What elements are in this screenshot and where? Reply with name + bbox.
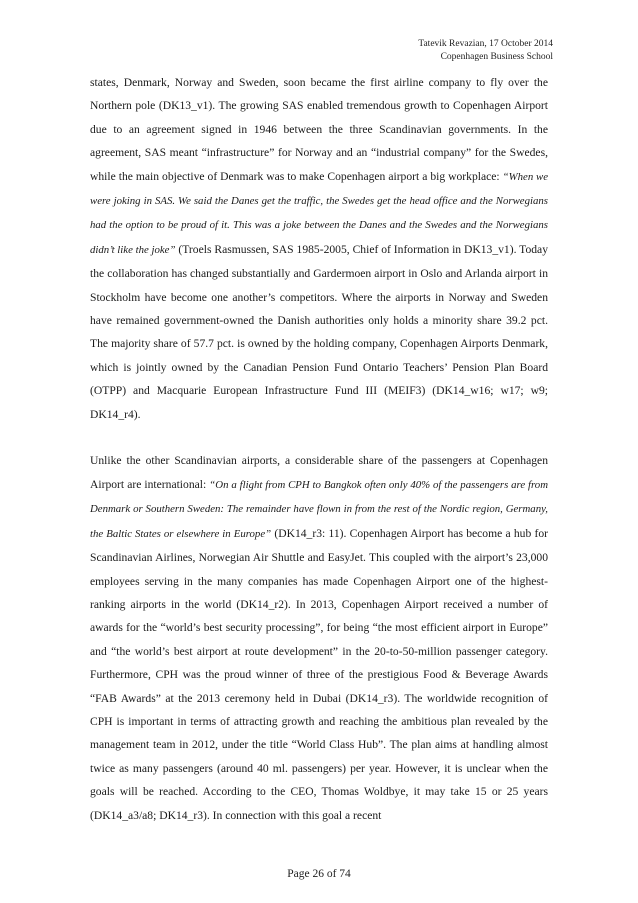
paragraph-1 [90, 71, 548, 426]
header-author-date: Tatevik Revazian, 17 October 2014 [418, 39, 553, 49]
paragraph-2-text: Unlike the other Scandinavian airports, a considerable share of the passengers at Copenhagen Airport are international: [90, 454, 548, 491]
paragraph-2-text-continued: (DK14_r3: 11). Copenhagen Airport has become a hub for Scandinavian Airlines, Norwegian Air Shuttle and EasyJet. This coupled with the airport’s 23,000 employees serving in the many companies has made Copenhagen Airport one of the highest-ranking airports in the world (DK14_r2). In 2013, Copenhagen Airport received a number of awards for the “world’s best security processing”, for being “the most efficient airport in Europe” and “the world’s best airport at route development” in the 20-to-50-million passenger category. Furthermore, CPH was the proud winner of three of the prestigious Food & Beverage Awards “FAB Awards” at the 2013 ceremony held in Dubai (DK14_r3). The worldwide recognition of CPH is important in terms of attracting growth and reaching the ambitious plan revealed by the management team in 2012, under the title “World Class Hub”. The plan aims at handling almost twice as many passengers (around 40 ml. passengers) per year. However, it is unclear when the goals will be reached. According to the CEO, Thomas Woldbye, it may take 15 or 25 years (DK14_a3/a8; DK14_r3). In connection with this goal a recent [90, 526, 549, 822]
page-header [418, 38, 553, 64]
paragraph-1-text: states, Denmark, Norway and Sweden, soon became the first airline company to fly over the Northern pole (DK13_v1). The growing SAS enabled tremendous growth to Copenhagen Airport due to an agreement signed in 1946 between the three Scandinavian governments. In the agreement, SAS meant “infrastructure” for Norway and an “industrial company” for the Swedes, while the main objective of Denmark was to make Copenhagen airport a big workplace: [90, 76, 548, 183]
paragraph-1-text-continued: (Troels Rasmussen, SAS 1985-2005, Chief of Information in DK13_v1). Today the collaboration has changed substantially and Gardermoen airport in Oslo and Arlanda airport in Stockholm have become one another’s competitors. Where the airports in Norway and Sweden have remained government-owned the Danish authorities only holds a minority share 39.2 pct. The majority share of 57.7 pct. is owned by the holding company, Copenhagen Airports Denmark, which is jointly owned by the Canadian Pension Fund Ontario Teachers’ Pension Plan Board (OTPP) and Macquarie European Infrastructure Fund III (MEIF3) (DK14_w16; w17; w9; DK14_r4). [90, 242, 548, 421]
page-number: Page 26 of 74 [287, 868, 351, 880]
paragraph-1-quote: “When we were joking in SAS. We said the Danes get the traffic, the Swedes get the head office and the Norwegians had the option to be proud of it. This was a joke between the Danes and the Swedes and the Norwegians didn’t like the joke” [90, 170, 548, 256]
body-text [90, 71, 548, 827]
header-institution: Copenhagen Business School [440, 52, 553, 62]
paragraph-2 [90, 449, 548, 827]
paragraph-2-quote: “On a flight from CPH to Bangkok often only 40% of the passengers are from Denmark or Southern Sweden: The remainder have flown in from the rest of the Nordic region, Germany, the Baltic States or elsewhere in Europe” [90, 478, 548, 540]
